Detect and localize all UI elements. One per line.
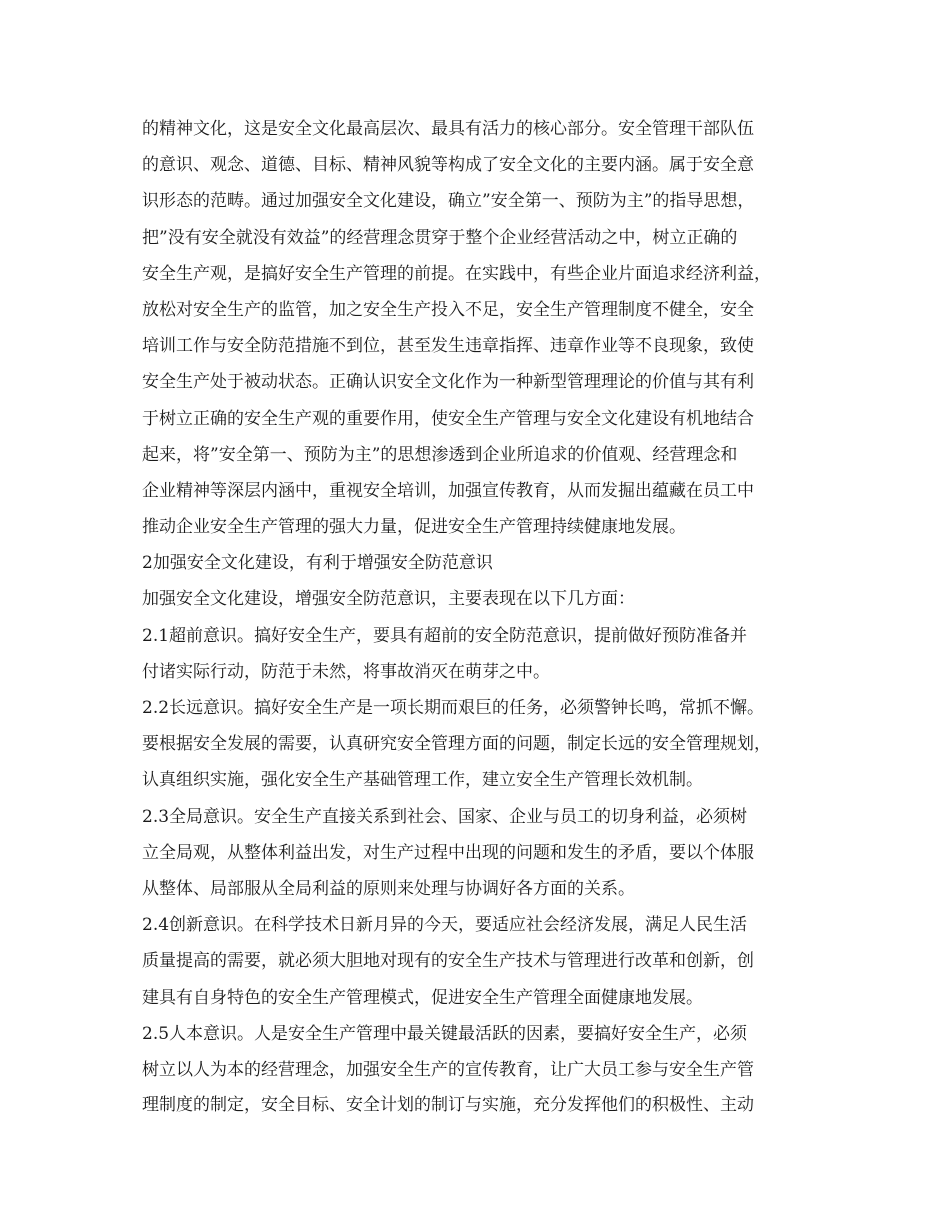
text-line: 2.4创新意识。在科学技术日新月异的今天，要适应社会经济发展，满足人民生活 [142, 915, 748, 936]
text-line: 2.3全局意识。安全生产直接关系到社会、国家、企业与员工的切身利益，必须树 [142, 806, 748, 827]
text-line: 2.5人本意识。人是安全生产管理中最关键最活跃的因素，要搞好安全生产，必须 [142, 1023, 748, 1044]
text-line: 要根据安全发展的需要，认真研究安全管理方面的问题，制定长远的安全管理规划， [142, 734, 771, 755]
text-line: 理制度的制定，安全目标、安全计划的制订与实施，充分发挥他们的积极性、主动 [142, 1095, 754, 1116]
text-line: 放松对安全生产的监管，加之安全生产投入不足，安全生产管理制度不健全，安全 [142, 299, 754, 320]
text-line: 树立以人为本的经营理念，加强安全生产的宣传教育，让广大员工参与安全生产管 [142, 1059, 754, 1080]
text-line: 加强安全文化建设，增强安全防范意识，主要表现在以下几方面： [142, 589, 635, 610]
text-line: 识形态的范畴。通过加强安全文化建设，确立”安全第一、预防为主”的指导思想， [142, 191, 755, 212]
text-line: 付诸实际行动，防范于未然，将事故消灭在萌芽之中。 [142, 661, 550, 682]
text-line: 认真组织实施，强化安全生产基础管理工作，建立安全生产管理长效机制。 [142, 770, 703, 791]
text-line: 建具有自身特色的安全生产管理模式，促进安全生产管理全面健康地发展。 [142, 987, 703, 1008]
text-line: 的意识、观念、道德、目标、精神风貌等构成了安全文化的主要内涵。属于安全意 [142, 155, 754, 176]
text-line: 推动企业安全生产管理的强大力量，促进安全生产管理持续健康地发展。 [142, 517, 686, 538]
text-line: 把”没有安全就没有效益”的经营理念贯穿于整个企业经营活动之中，树立正确的 [142, 227, 738, 248]
text-line: 质量提高的需要，就必须大胆地对现有的安全生产技术与管理进行改革和创新，创 [142, 951, 754, 972]
text-line: 培训工作与安全防范措施不到位，甚至发生违章指挥、违章作业等不良现象，致使 [142, 336, 754, 357]
section-heading: 2加强安全文化建设，有利于增强安全防范意识 [142, 553, 493, 574]
text-line: 安全生产处于被动状态。正确认识安全文化作为一种新型管理理论的价值与其有利 [142, 372, 754, 393]
text-line: 起来，将”安全第一、预防为主”的思想渗透到企业所追求的价值观、经营理念和 [142, 444, 738, 465]
text-line: 于树立正确的安全生产观的重要作用，使安全生产管理与安全文化建设有机地结合 [142, 408, 754, 429]
document-body [142, 111, 814, 1124]
text-line: 2.1超前意识。搞好安全生产，要具有超前的安全防范意识，提前做好预防准备并 [142, 625, 748, 646]
text-line: 企业精神等深层内涵中，重视安全培训，加强宣传教育，从而发掘出蕴藏在员工中 [142, 480, 754, 501]
text-line: 从整体、局部服从全局利益的原则来处理与协调好各方面的关系。 [142, 878, 635, 899]
text-line: 2.2长远意识。搞好安全生产是一项长期而艰巨的任务，必须警钟长鸣，常抓不懈。 [142, 698, 765, 718]
text-line: 安全生产观，是搞好安全生产管理的前提。在实践中，有些企业片面追求经济利益， [142, 263, 771, 284]
text-line: 立全局观，从整体利益出发，对生产过程中出现的问题和发生的矛盾，要以个体服 [142, 842, 754, 863]
text-line: 的精神文化，这是安全文化最高层次、最具有活力的核心部分。安全管理干部队伍 [142, 119, 754, 139]
